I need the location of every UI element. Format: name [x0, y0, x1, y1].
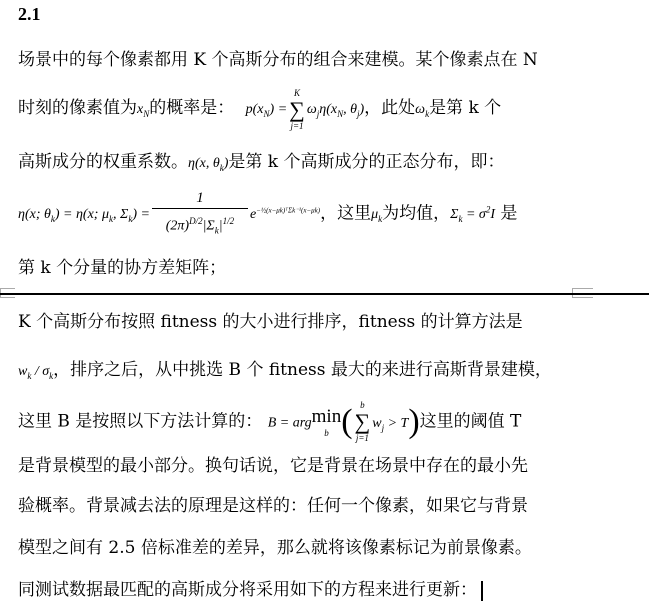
paragraph-line [18, 360, 552, 386]
text: 这里的阈值 T [419, 411, 522, 432]
text: ，排序之后，从中挑选 B 个 fitness 最大的来进行高斯背景建模， [53, 360, 552, 380]
min-operator: min b [311, 405, 342, 438]
equation-gaussian: η(x; $\theta_k) = \eta(x$; $\mu_k$, $\Sigma_k$) = $\frac{1}{(2\pi)^{D/2}|\Sigma_k|^{1/2}}$ $e^{-\frac{1}{2}(x-\mu k)ᵀ\Sigma k^{-1}(x-\mu k)}$ [18, 207, 320, 222]
text: 时刻的像素值为 [18, 98, 137, 119]
text: 这里 B 是按照以下方法计算的： [18, 411, 263, 432]
paragraph-line [18, 580, 483, 601]
math-fitness: $w_k / \sigma_k$ [18, 364, 54, 381]
math-omega-k: $\omega_k$ [415, 102, 430, 120]
paragraph-line [18, 188, 517, 242]
sum-symbol: K ∑ j=1 [289, 88, 305, 131]
paragraph-line: 验概率。背景减去法的原理是这样的：任何一个像素，如果它与背景 [18, 496, 528, 516]
math-sigma: $\Sigma_k = \sigma^2I$ [450, 204, 496, 225]
equation-mixture: $p(x_N)$ = K ∑ j=1 $\omega_j\eta(x_N$, $\theta_j$) [245, 88, 365, 131]
text: 高斯成分的权重系数。 [18, 152, 188, 172]
paragraph-line: 是背景模型的最小部分。换句话说，它是背景在场景中存在的最小先 [18, 456, 528, 476]
paragraph-line: 场景中的每个像素都用 K 个高斯分布的组合来建模。某个像素点在 N [18, 50, 538, 70]
text: 是第 k 个高斯成分的正态分布，即： [228, 152, 505, 172]
math-eta: η(x, $\theta_k$) [188, 156, 229, 173]
text: 为均值， [382, 203, 451, 224]
text: ，这里 [320, 203, 372, 224]
fraction: $\frac{1}{(2\pi)^{D/2}|\Sigma_k|^{1/2}}$ [152, 188, 248, 242]
paragraph-line: 这里 B 是按照以下方法计算的： B = arg min b ( b ∑ j=1 $w_j > T$)这里的阈值 T [18, 400, 522, 443]
page-break-line [0, 293, 649, 295]
paragraph-line [18, 152, 504, 178]
paragraph-line: 第 k 个分量的协方差矩阵； [18, 258, 227, 278]
text: 的概率是： [149, 98, 235, 119]
section-heading: 2.1 [18, 4, 41, 24]
paragraph-line [18, 88, 501, 132]
text: 同测试数据最匹配的高斯成分将采用如下的方程来进行更新： [18, 580, 477, 600]
text: ，此处 [364, 98, 416, 119]
paragraph-line: K 个高斯分布按照 fitness 的大小进行排序，fitness 的计算方法是 [18, 312, 523, 332]
equation-b: B = arg [267, 415, 312, 431]
text-cursor [481, 581, 483, 601]
text: 是第 k 个 [429, 98, 502, 119]
math-xN: $x_N$ [137, 102, 150, 120]
text: 是 [495, 203, 518, 224]
math-mu: $\mu_k$ [371, 207, 383, 225]
paragraph-line: 模型之间有 2.5 倍标准差的差异，那么就将该像素标记为前景像素。 [18, 538, 532, 558]
sum-symbol: b ∑ j=1 [354, 400, 371, 443]
